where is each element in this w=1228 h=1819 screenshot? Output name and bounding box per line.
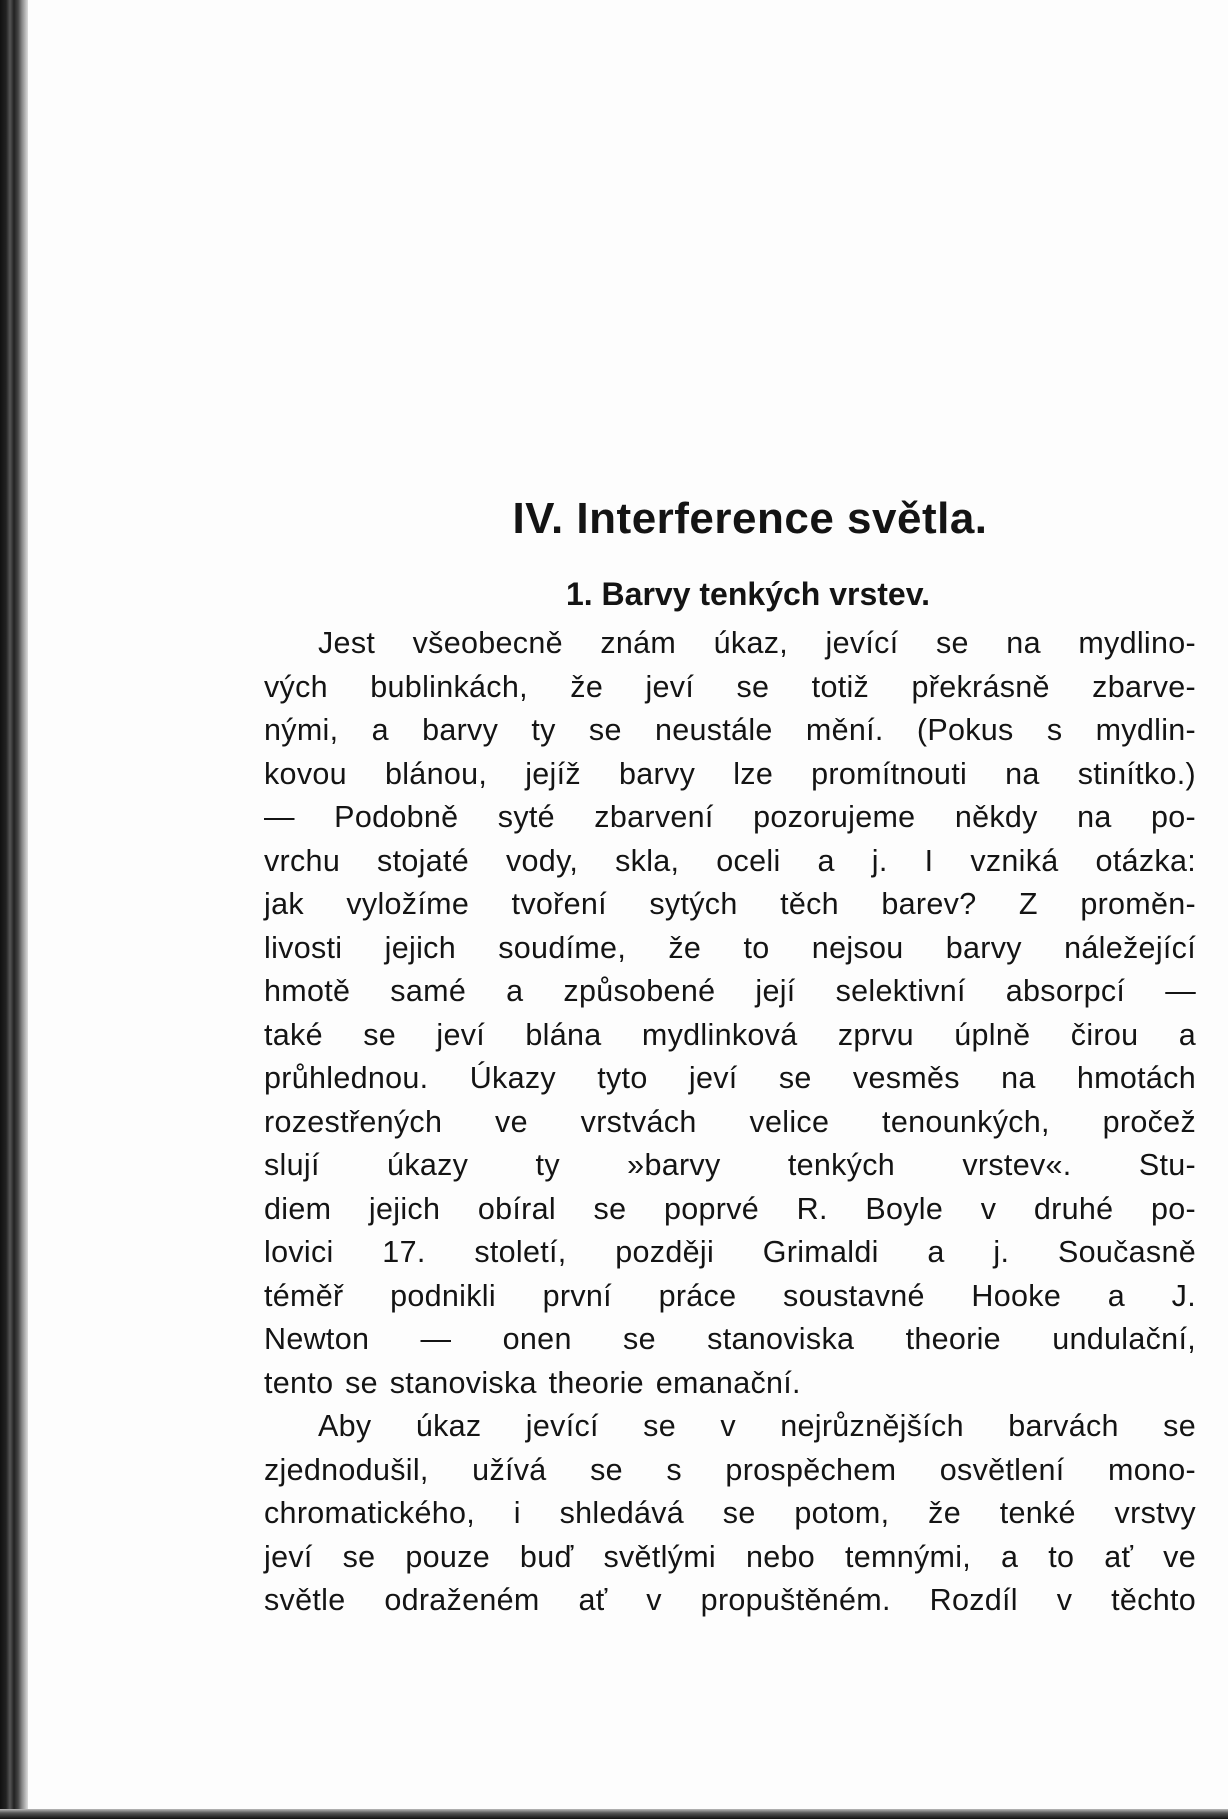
text-line: také se jeví blána mydlinková zprvu úplně čirou a bbox=[264, 1017, 1196, 1052]
paragraph-2 bbox=[264, 1405, 1196, 1623]
text-line: — Podobně syté zbarvení pozorujeme někdy na po- bbox=[264, 800, 1196, 834]
text-line: Aby úkaz jevící se v nejrůznějších barvách se bbox=[318, 1409, 1196, 1443]
text-line: hmotě samé a způsobené její selektivní absorpcí — bbox=[264, 974, 1196, 1008]
text-line: slují úkazy ty »barvy tenkých vrstev«. Stu- bbox=[264, 1148, 1196, 1182]
text-line: průhlednou. Úkazy tyto jeví se vesměs na hmotách bbox=[264, 1061, 1196, 1095]
text-line: diem jejich obíral se poprvé R. Boyle v druhé po- bbox=[264, 1191, 1196, 1226]
text-line: chromatického, i shledává se potom, že tenké vrstvy bbox=[264, 1496, 1196, 1530]
text-line: nými, a barvy ty se neustále mění. (Pokus s mydlin- bbox=[264, 713, 1196, 747]
text-line: lovici 17. století, později Grimaldi a j. Současně bbox=[264, 1235, 1196, 1269]
text-line: vých bublinkách, že jeví se totiž překrásně zbarve- bbox=[264, 669, 1196, 704]
text-line: tento se stanoviska theorie emanační. bbox=[264, 1365, 801, 1400]
page-binding-edge bbox=[0, 0, 28, 1819]
text-line: livosti jejich soudíme, že to nejsou barvy náležející bbox=[264, 930, 1196, 965]
text-line: světle odraženém ať v propuštěném. Rozdíl v těchto bbox=[264, 1583, 1196, 1617]
text-line: kovou blánou, jejíž barvy lze promítnouti na stinítko.) bbox=[264, 756, 1196, 791]
chapter-title: IV. Interference světla. bbox=[512, 494, 988, 543]
text-line: jak vyložíme tvoření sytých těch barev? Z proměn- bbox=[264, 887, 1196, 921]
text-line: Newton — onen se stanoviska theorie undulační, bbox=[264, 1322, 1196, 1356]
text-line: vrchu stojaté vody, skla, oceli a j. I vzniká otázka: bbox=[264, 843, 1196, 878]
text-line: zjednodušil, užívá se s prospěchem osvětlení mono- bbox=[264, 1452, 1196, 1487]
text-line: Jest všeobecně znám úkaz, jevící se na mydlino- bbox=[318, 626, 1196, 660]
text-line: rozestřených ve vrstvách velice tenounkých, pročež bbox=[264, 1104, 1196, 1139]
text-line: jeví se pouze buď světlými nebo temnými, a to ať ve bbox=[264, 1539, 1196, 1574]
section-heading: 1. Barvy tenkých vrstev. bbox=[565, 576, 931, 612]
page-bottom-edge bbox=[0, 1809, 1228, 1819]
page-text-block bbox=[264, 486, 1196, 1623]
text-line: téměř podnikli první práce soustavné Hooke a J. bbox=[264, 1278, 1196, 1313]
paragraph-1 bbox=[264, 622, 1196, 1405]
